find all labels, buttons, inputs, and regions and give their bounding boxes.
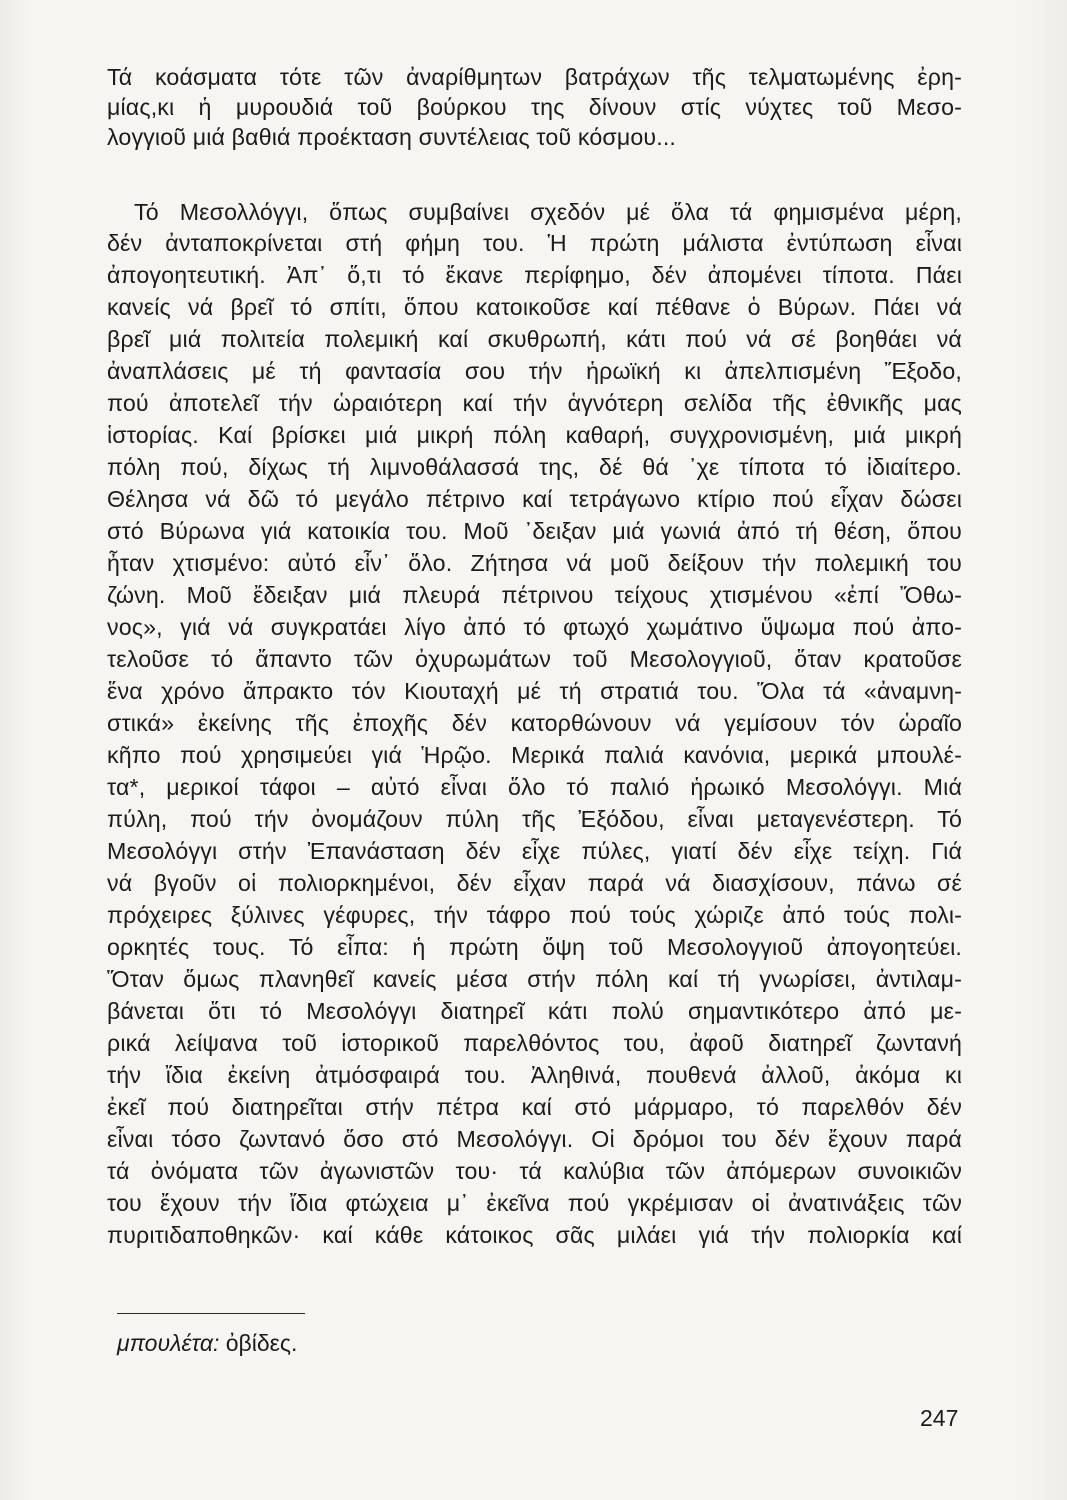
text-line: πύλη, πού τήν ὀνομάζουν πύλη τῆς Ἐξόδου, εἶναι μεταγενέστερη. Τό xyxy=(107,806,962,832)
text-line: ἀπογοητευτική. Ἀπ᾽ ὅ,τι τό ἔκανε περίφημο, δέν ἀπομένει τίποτα. Πάει xyxy=(107,262,962,288)
text-line: ἐκεῖ πού διατηρεῖται στήν πέτρα καί στό μάρμαρο, τό παρελθόν δέν xyxy=(107,1094,962,1120)
footnote xyxy=(117,1328,297,1358)
text-line: κῆπο πού χρησιμεύει γιά Ἡρῷο. Μερικά παλιά κανόνια, μερικά μπουλέ- xyxy=(107,742,962,768)
footnote-term: μπουλέτα: xyxy=(117,1330,220,1356)
text-line: στικά» ἐκείνης τῆς ἐποχῆς δέν κατορθώνουν νά γεμίσουν τόν ὡραῖο xyxy=(107,710,962,736)
text-line: δέν ἀνταποκρίνεται στή φήμη του. Ἡ πρώτη μάλιστα ἐντύπωση εἶναι xyxy=(107,230,962,256)
text-line: ορκητές τους. Τό εἶπα: ἡ πρώτη ὄψη τοῦ Μεσολογγιοῦ ἀπογοητεύει. xyxy=(107,934,962,960)
paragraph-first-line: Τό Μεσολλόγγι, ὅπως συμβαίνει σχεδόν μέ ὅλα τά φημισμένα μέρη, xyxy=(134,199,962,225)
text-line: στό Βύρωνα γιά κατοικία του. Μοῦ ᾽δειξαν μιά γωνιά ἀπό τή θέση, ὅπου xyxy=(107,518,962,544)
text-line: τελοῦσε τό ἄπαντο τῶν ὀχυρωμάτων τοῦ Μεσολογγιοῦ, ὅταν κρατοῦσε xyxy=(107,646,962,672)
text-line: πυριτιδαποθηκῶν· καί κάθε κάτοικος σᾶς μιλάει γιά τήν πολιορκία καί xyxy=(107,1222,962,1248)
text-line: εἶναι τόσο ζωντανό ὅσο στό Μεσολόγγι. Οἱ δρόμοι του δέν ἔχουν παρά xyxy=(107,1126,962,1152)
text-line: ἦταν χτισμένο: αὐτό εἶν᾽ ὅλο. Ζήτησα νά μοῦ δείξουν τήν πολεμική του xyxy=(107,550,962,576)
text-line: ζώνη. Μοῦ ἔδειξαν μιά πλευρά πέτρινου τείχους χτισμένου «ἐπί Ὄθω- xyxy=(107,582,962,608)
text-line: ἀναπλάσεις μέ τή φαντασία σου τήν ἡρωϊκή κι ἀπελπισμένη Ἔξοδο, xyxy=(107,358,962,384)
page-number: 247 xyxy=(920,1405,959,1431)
text-line: τήν ἴδια ἐκείνη ἀτμόσφαιρά του. Ἀληθινά, πουθενά ἀλλοῦ, ἀκόμα κι xyxy=(107,1062,962,1088)
text-line: κανείς νά βρεῖ τό σπίτι, ὅπου κατοικοῦσε καί πέθανε ὁ Βύρων. Πάει νά xyxy=(107,294,962,320)
text-line: Μεσολόγγι στήν Ἐπανάσταση δέν εἶχε πύλες, γιατί δέν εἶχε τείχη. Γιά xyxy=(107,838,962,864)
text-line: βάνεται ὅτι τό Μεσολόγγι διατηρεῖ κάτι πολύ σημαντικότερο ἀπό με- xyxy=(107,998,962,1024)
text-line: Ὅταν ὅμως πλανηθεῖ κανείς μέσα στήν πόλη καί τή γνωρίσει, ἀντιλαμ- xyxy=(107,966,962,992)
text-line: ἕνα χρόνο ἄπρακτο τόν Κιουταχή μέ τή στρατιά του. Ὅλα τά «ἀναμνη- xyxy=(107,678,962,704)
text-line: νος», γιά νά συγκρατάει λίγο ἀπό τό φτωχό χωμάτινο ὕψωμα πού ἀπο- xyxy=(107,614,962,640)
text-line: τά ὀνόματα τῶν ἀγωνιστῶν του· τά καλύβια τῶν ἀπόμερων συνοικιῶν xyxy=(107,1158,962,1184)
footnote-definition: ὀβίδες. xyxy=(225,1330,298,1356)
text-line: ἱστορίας. Καί βρίσκει μιά μικρή πόλη καθαρή, συγχρονισμένη, μιά μικρή xyxy=(107,422,962,448)
text-line: Θέλησα νά δῶ τό μεγάλο πέτρινο καί τετράγωνο κτίριο πού εἶχαν δώσει xyxy=(107,486,962,512)
text-line: πρόχειρες ξύλινες γέφυρες, τήν τάφρο πού τούς χώριζε ἀπό τούς πολι- xyxy=(107,902,962,928)
text-line: πόλη πού, δίχως τή λιμνοθάλασσά της, δέ θά ᾽χε τίποτα τό ἰδιαίτερο. xyxy=(107,454,962,480)
footnote-divider xyxy=(117,1313,305,1314)
text-line: μίας,κι ἡ μυρουδιά τοῦ βούρκου της δίνουν στίς νύχτες τοῦ Μεσο- xyxy=(107,94,962,120)
text-line: Τά κοάσματα τότε τῶν ἀναρίθμητων βατράχων τῆς τελματωμένης ἐρη- xyxy=(107,64,962,90)
text-line: βρεῖ μιά πολιτεία πολεμική καί σκυθρωπή, κάτι πού νά σέ βοηθάει νά xyxy=(107,326,962,352)
text-line: ρικά λείψανα τοῦ ἱστορικοῦ παρελθόντος του, ἀφοῦ διατηρεῖ ζωντανή xyxy=(107,1030,962,1056)
text-line: πού ἀποτελεῖ τήν ὡραιότερη καί τήν ἁγνότερη σελίδα τῆς ἐθνικῆς μας xyxy=(107,390,962,416)
text-line: νά βγοῦν οἱ πολιορκημένοι, δέν εἶχαν παρά νά διασχίσουν, πάνω σέ xyxy=(107,870,962,896)
text-line: τα*, μερικοί τάφοι – αὐτό εἶναι ὅλο τό παλιό ἡρωικό Μεσολόγγι. Μιά xyxy=(107,774,962,800)
text-line: του ἔχουν τήν ἴδια φτώχεια μ᾽ ἐκεῖνα πού γκρέμισαν οἱ ἀνατινάξεις τῶν xyxy=(107,1190,962,1216)
text-line: λογγιοῦ μιά βαθιά προέκταση συντέλειας τοῦ κόσμου... xyxy=(107,124,677,150)
